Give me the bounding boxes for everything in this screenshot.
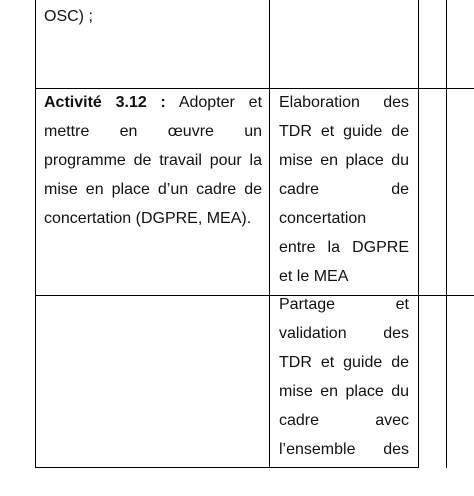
activity-text-line: mise en place d’un cadre de [44, 181, 262, 198]
task-text-line: validation des [279, 325, 409, 342]
task-text-line: TDR et guide de [279, 123, 409, 140]
table-border-bottom [35, 467, 419, 468]
cell-text-line: OSC) ; [44, 8, 93, 25]
task-text-line: et le MEA [279, 268, 349, 285]
task-text-line: entre la DGPRE [279, 239, 409, 256]
task-description-cell [279, 88, 409, 291]
activity-text-line: concertation (DGPRE, MEA). [44, 210, 252, 227]
task-description-cell-2 [279, 290, 409, 464]
activity-first-line: Activité 3.12 : Adopter et [44, 94, 263, 111]
task-text-line: l’ensemble des [279, 441, 409, 458]
task-text-line: mise en place du [279, 383, 409, 400]
table-divider-col3 [446, 0, 447, 468]
table-divider-col2 [418, 0, 419, 468]
task-text-line: Elaboration des [279, 94, 409, 111]
task-text-line: cadre de [279, 181, 409, 198]
task-text-line: concertation [279, 210, 367, 227]
task-text-line: cadre avec [279, 412, 409, 429]
task-text-line: mise en place du [279, 152, 409, 169]
table-border-left [35, 0, 36, 468]
row1-col1-cell [44, 2, 262, 31]
activity-text-line: programme de travail pour la [44, 152, 262, 169]
table-divider-col1 [269, 0, 270, 468]
activity-description-cell [44, 88, 262, 233]
task-text-line: TDR et guide de [279, 354, 409, 371]
task-text-line: Partage et [279, 296, 409, 313]
activity-label: Activité 3.12 : [44, 94, 166, 111]
activity-text-line: mettre en œuvre un [44, 123, 262, 140]
